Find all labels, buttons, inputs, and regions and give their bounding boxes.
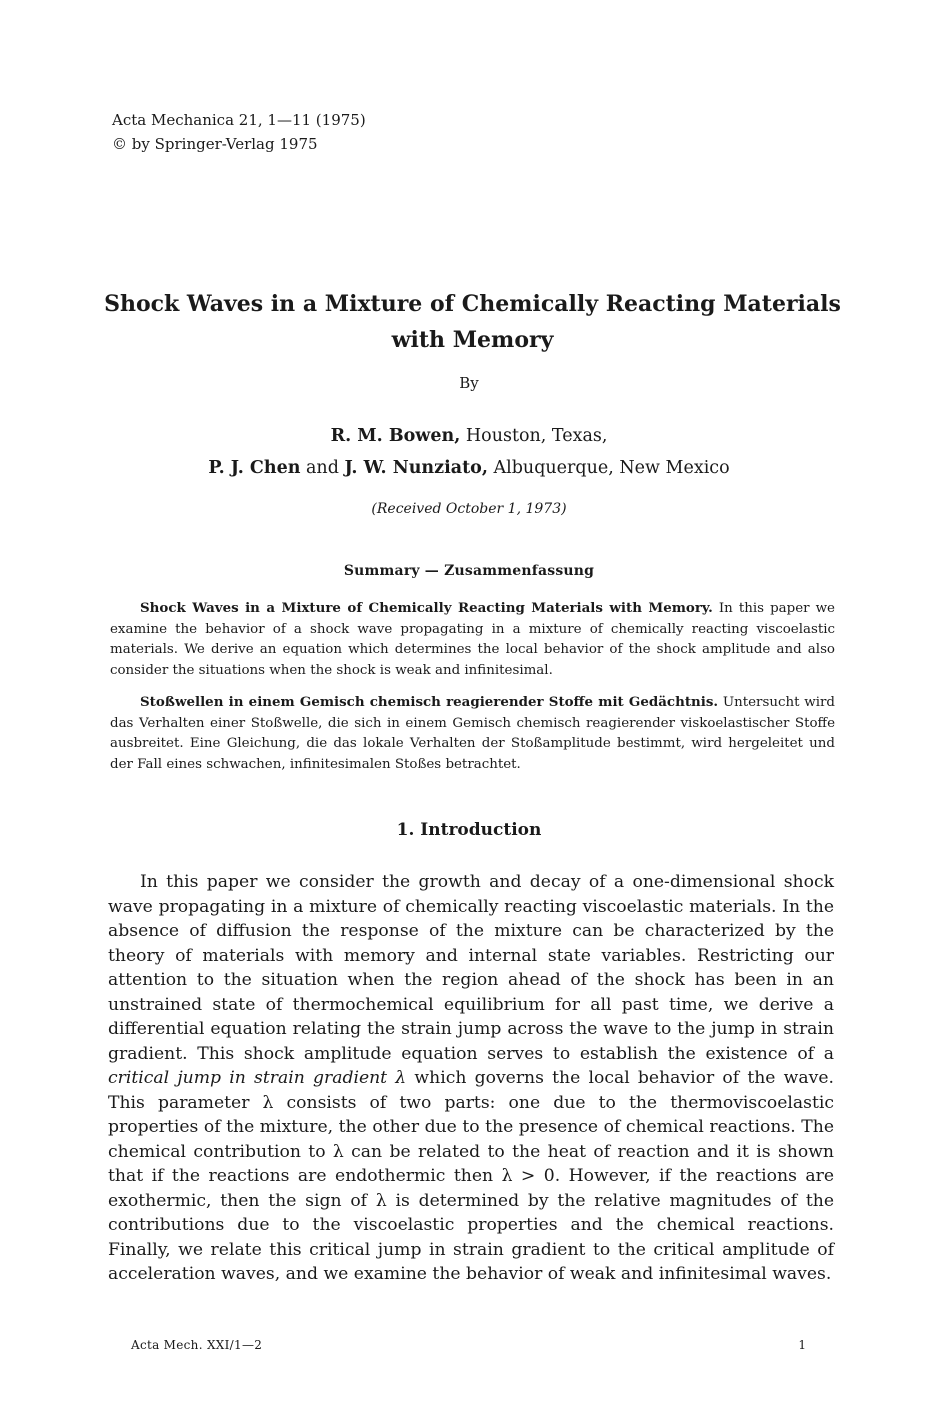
author-conjunction: and	[300, 458, 345, 478]
by-label: By	[459, 374, 479, 392]
received-date: (Received October 1, 1973)	[371, 501, 567, 517]
abstract-title: Stoßwellen in einem Gemisch chemisch reagierender Stoffe mit Gedächtnis.	[140, 694, 719, 710]
footer-journal-ref: Acta Mech. XXI/1—2	[131, 1338, 263, 1352]
intro-text: In this paper we consider the growth and decay of a one-dimensional shock wave propagating in a mixture of chemically reacting viscoelastic materials. In the absence of diffusion the response of the mixture can be characterized by the theory of materials with memory and internal state variables. Restricting our attention to the situation when the region ahead of the shock has been in an unstrained state of thermochemical equilibrium for all past time, we derive a differential equation relating the strain jump across the wave to the jump in strain gradient. This shock amplitude equation serves to establish the existence of a	[108, 872, 834, 1064]
section-heading: 1. Introduction	[396, 820, 542, 840]
intro-text-continued: which governs the local behavior of the wave. This parameter λ consists of two parts: one due to the thermoviscoelastic properties of the mixture, the other due to the presence of chemical reactions. The chemical contribution to λ can be related to the heat of reaction and it is shown that if the reactions are endothermic then λ > 0. However, if the reactions are exothermic, then the sign of λ is determined by the relative magnitudes of the contributions due to the viscoelastic properties and the chemical reactions. Finally, we relate this critical jump in strain gradient to the critical amplitude of acceleration waves, and we examine the behavior of weak and infinitesimal waves.	[108, 1068, 834, 1284]
author-line-2	[0, 452, 938, 484]
page-number: 1	[798, 1338, 806, 1352]
paper-title	[100, 286, 845, 358]
abstract-german	[110, 692, 835, 775]
abstract-english	[110, 598, 835, 681]
author-line-1	[0, 420, 938, 452]
author-name: P. J. Chen	[208, 458, 301, 478]
journal-info	[112, 108, 366, 156]
author-name: J. W. Nunziato,	[344, 458, 488, 478]
author-name: R. M. Bowen,	[330, 426, 461, 446]
abstract-text: Untersucht wird das Verhalten einer Stoßwelle, die sich in einem Gemisch chemisch reagierender viskoelastischer Stoffe ausbreitet. Eine Gleichung, die das lokale Verhalten der Stoßamplitude bestimmt, wird hergeleitet und der Fall eines schwachen, infinitesimalen Stoßes betrachtet.	[110, 695, 835, 772]
author-list	[0, 420, 938, 484]
author-affiliation: Houston, Texas,	[460, 426, 608, 446]
journal-copyright: © by Springer-Verlag 1975	[112, 135, 318, 153]
journal-citation: Acta Mechanica 21, 1—11 (1975)	[112, 111, 366, 129]
title-line-2: with Memory	[391, 327, 554, 353]
author-affiliation: Albuquerque, New Mexico	[487, 458, 730, 478]
intro-emphasis: critical jump in strain gradient λ	[108, 1068, 407, 1088]
title-line-1: Shock Waves in a Mixture of Chemically Reacting Materials	[104, 291, 841, 317]
summary-heading: Summary — Zusammenfassung	[343, 563, 595, 579]
abstract-title: Shock Waves in a Mixture of Chemically Reacting Materials with Memory.	[140, 600, 713, 616]
introduction-paragraph	[108, 870, 834, 1287]
abstract-text: In this paper we examine the behavior of a shock wave propagating in a mixture of chemically reacting viscoelastic materials. We derive an equation which determines the local behavior of the shock amplitude and also consider the situations when the shock is weak and infinitesimal.	[110, 601, 835, 678]
